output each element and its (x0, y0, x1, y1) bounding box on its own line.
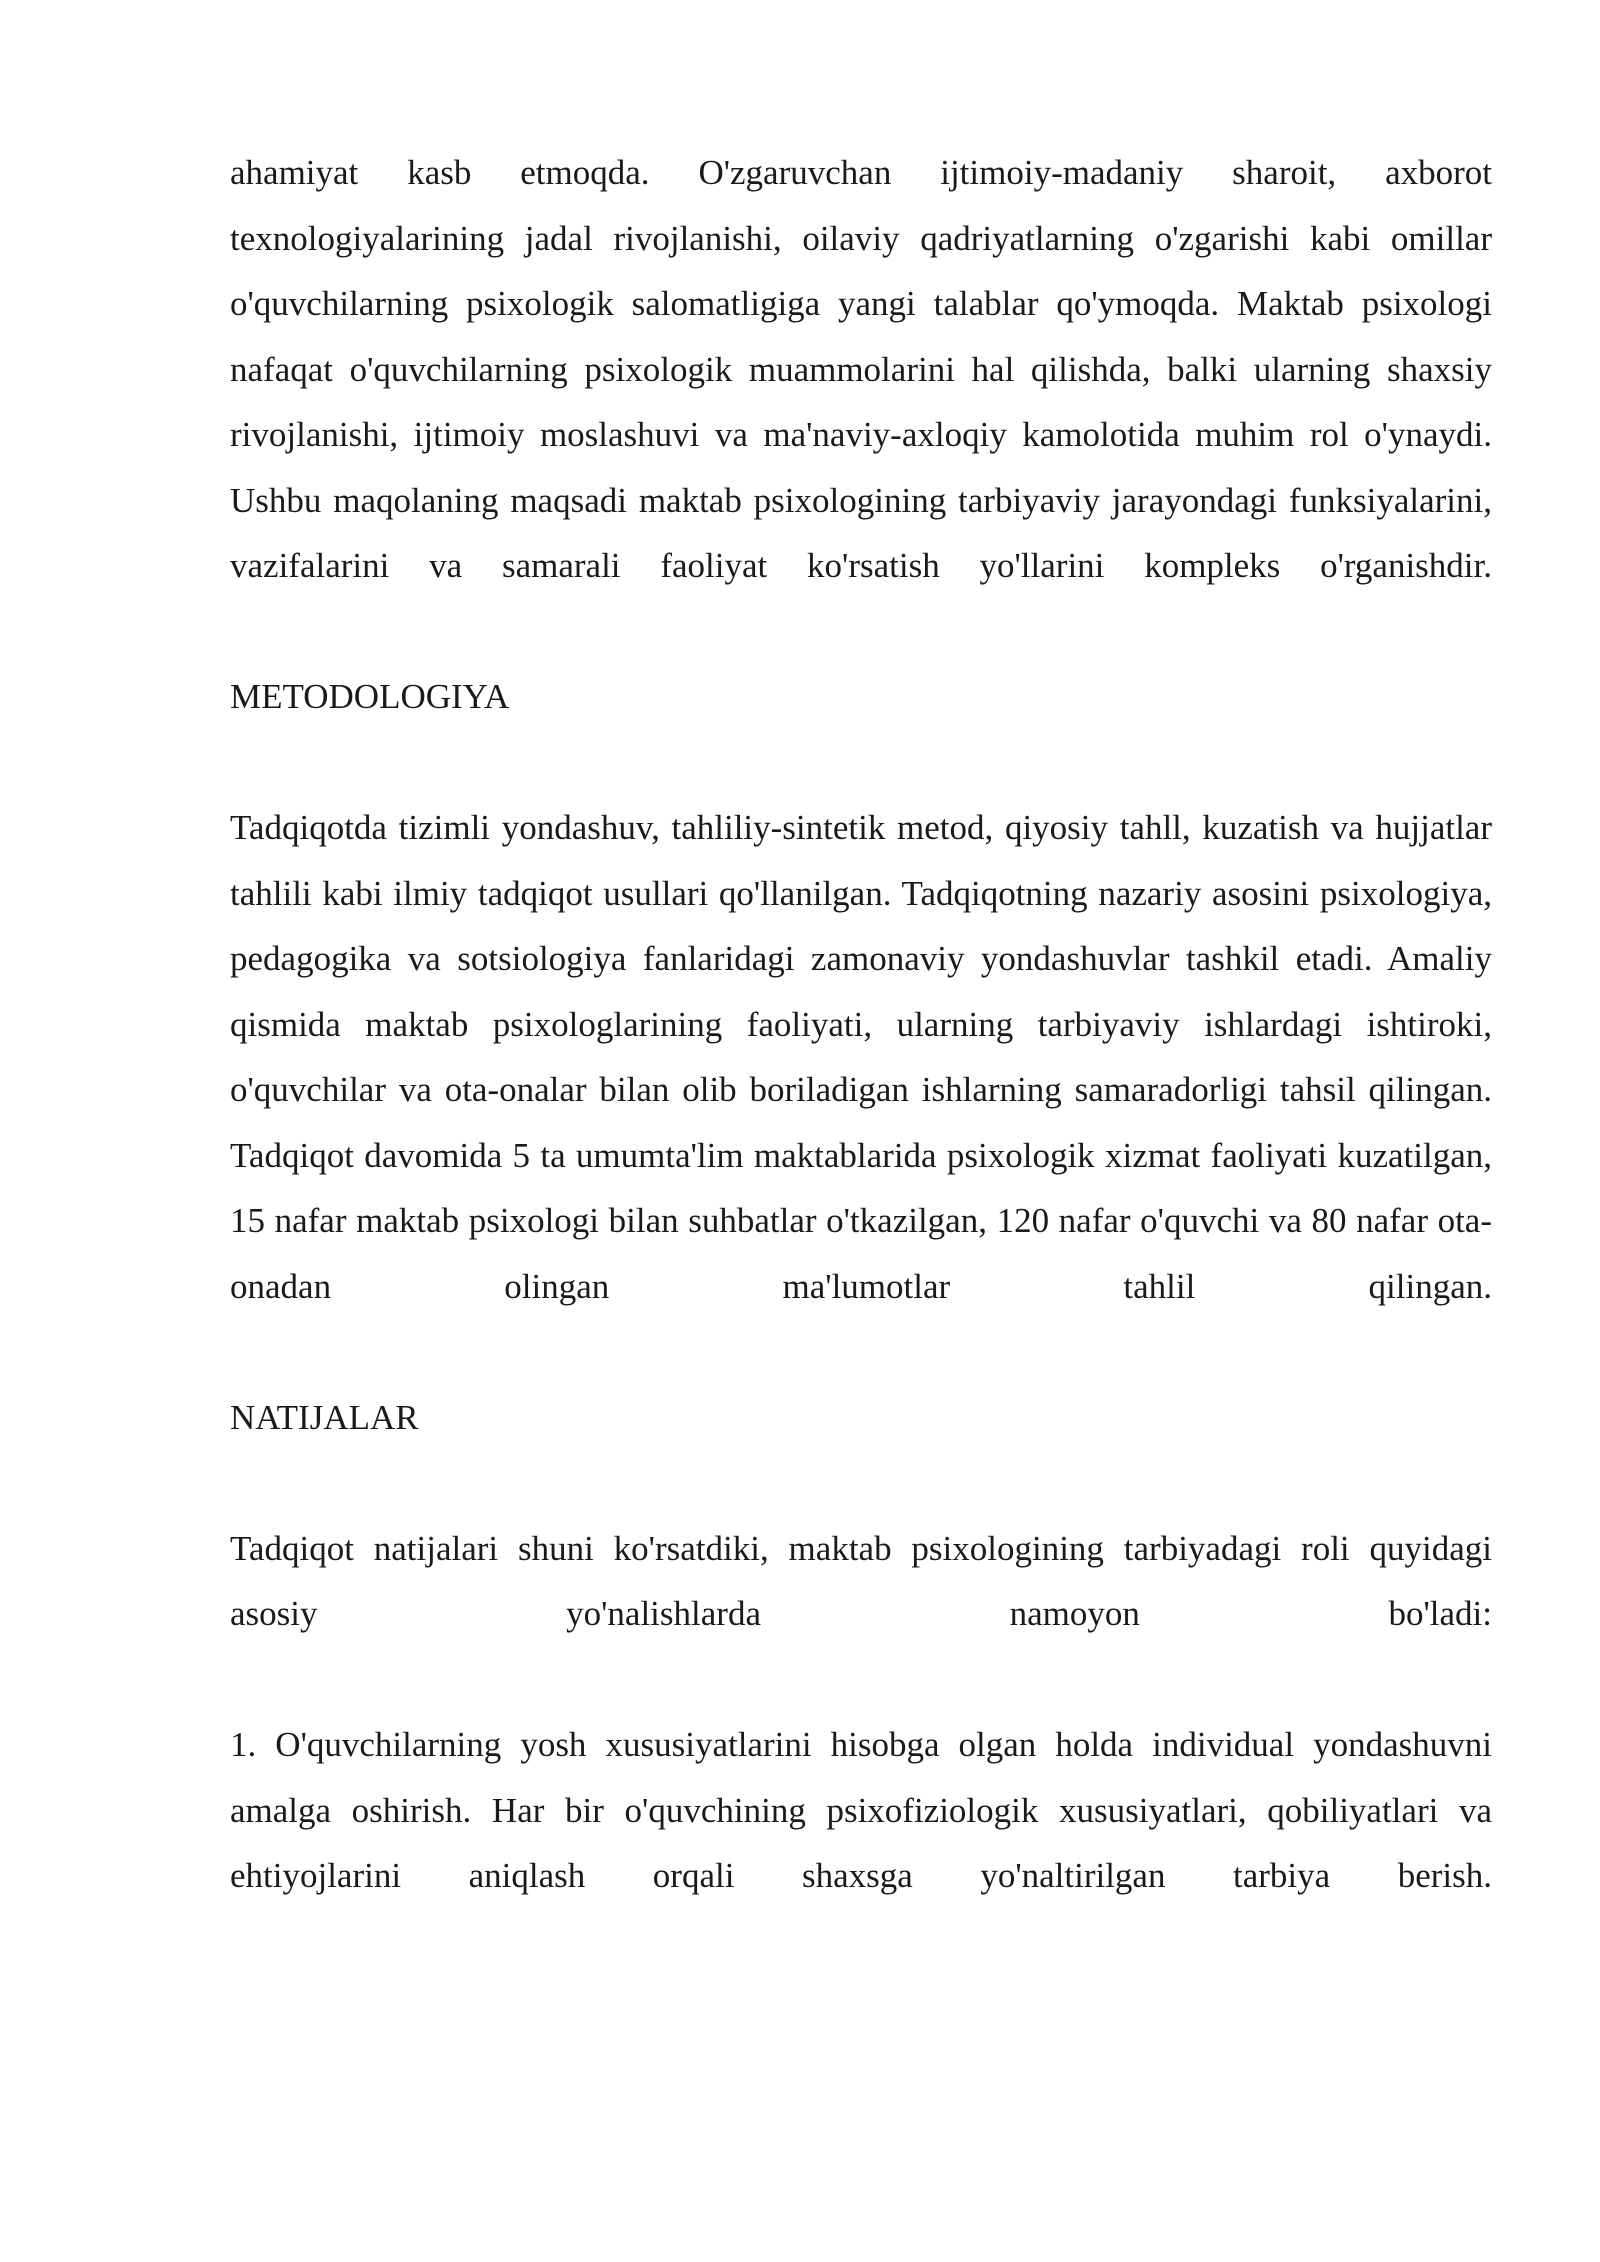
document-page (230, 140, 1492, 1909)
results-heading: NATIJALAR (230, 1397, 419, 1437)
intro-paragraph: ahamiyat kasb etmoqda. O'zgaruvchan ijtimoiy-madaniy sharoit, axborot texnologiyalarining jadal rivojlanishi, oilaviy qadriyatlarning o'zgarishi kabi omillar o'quvchilarning psixologik salomatligiga yangi talablar qo'ymoqda. Maktab psixologi nafaqat o'quvchilarning psixologik muammolarini hal qilishda, balki ularning shaxsiy rivojlanishi, ijtimoiy moslashuvi va ma'naviy-axloqiy kamolotida muhim rol o'ynaydi. Ushbu maqolaning maqsadi maktab psixologining tarbiyaviy jarayondagi funksiyalarini, vazifalarini va samarali faoliyat ko'rsatish yo'llarini kompleks o'rganishdir. (230, 153, 1492, 585)
spacer (230, 1647, 1492, 1713)
spacer (230, 730, 1492, 796)
methodology-paragraph: Tadqiqotda tizimli yondashuv, tahliliy-sintetik metod, qiyosiy tahll, kuzatish va hujjatlar tahlili kabi ilmiy tadqiqot usullari qo'llanilgan. Tadqiqotning nazariy asosini psixologiya, pedagogika va sotsiologiya fanlaridagi zamonaviy yondashuvlar tashkil etadi. Amaliy qismida maktab psixologlarining faoliyati, ularning tarbiyaviy ishlardagi ishtiroki, o'quvchilar va ota-onalar bilan olib boriladigan ishlarning samaradorligi tahsil qilingan. Tadqiqot davomida 5 ta umumta'lim maktablarida psixologik xizmat faoliyati kuzatilgan, 15 nafar maktab psixologi bilan suhbatlar o'tkazilgan, 120 nafar o'quvchi va 80 nafar ota-onadan olingan ma'lumotlar tahlil qilingan. (230, 808, 1492, 1306)
spacer (230, 1450, 1492, 1516)
list-item: 1. O'quvchilarning yosh xususiyatlarini hisobga olgan holda individual yondashuvni amalga oshirish. Har bir o'quvchining psixofiziologik xususiyatlari, qobiliyatlari va ehtiyojlarini aniqlash orqali shaxsga yo'naltirilgan tarbiya berish. (230, 1725, 1492, 1895)
methodology-heading: METODOLOGIYA (230, 677, 510, 716)
spacer (230, 1319, 1492, 1385)
spacer (230, 599, 1492, 665)
results-paragraph: Tadqiqot natijalari shuni ko'rsatdiki, maktab psixologining tarbiyadagi roli quyidagi asosiy yo'nalishlarda namoyon bo'ladi: (230, 1528, 1492, 1633)
